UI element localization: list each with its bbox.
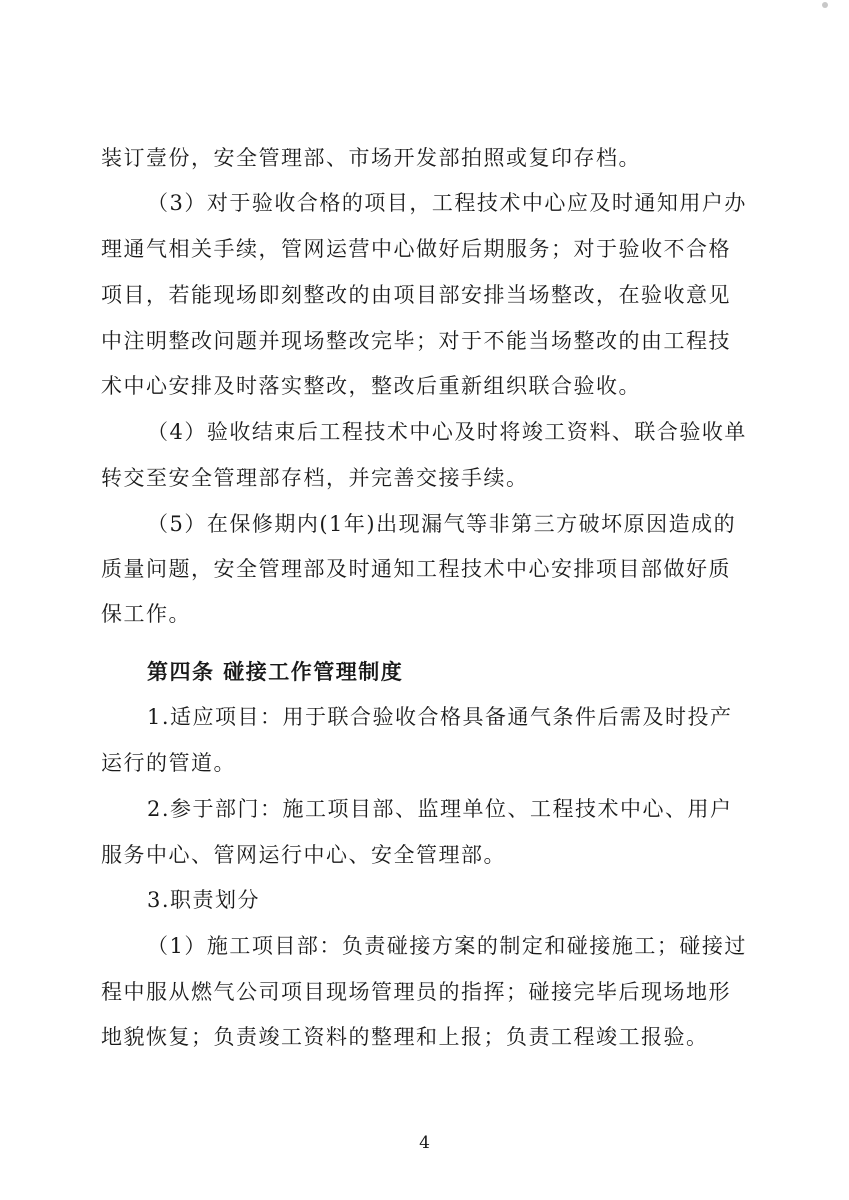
body-line-5: 中注明整改问题并现场整改完毕；对于不能当场整改的由工程技 xyxy=(101,329,731,353)
body-line-11: 保工作。 xyxy=(101,602,191,626)
body-line-9: （5）在保修期内(1年)出现漏气等非第三方破坏原因造成的 xyxy=(147,512,737,536)
body-line-8: 转交至安全管理部存档，并完善交接手续。 xyxy=(101,466,529,490)
body-line-6: 术中心安排及时落实整改，整改后重新组织联合验收。 xyxy=(101,374,641,398)
body-line-18: （1）施工项目部：负责碰接方案的制定和碰接施工；碰接过 xyxy=(147,934,747,958)
scan-speck xyxy=(822,2,828,8)
body-line-15: 2.参于部门：施工项目部、监理单位、工程技术中心、用户 xyxy=(147,797,733,821)
page-number: 4 xyxy=(419,1133,430,1153)
section-heading-article-4: 第四条 碰接工作管理制度 xyxy=(147,659,404,684)
body-line-20: 地貌恢复；负责竣工资料的整理和上报；负责工程竣工报验。 xyxy=(101,1025,709,1049)
body-line-10: 质量问题，安全管理部及时通知工程技术中心安排项目部做好质 xyxy=(101,557,731,581)
body-line-7: （4）验收结束后工程技术中心及时将竣工资料、联合验收单 xyxy=(147,420,747,444)
body-line-1: 装订壹份，安全管理部、市场开发部拍照或复印存档。 xyxy=(101,146,641,170)
body-line-19: 程中服从燃气公司项目现场管理员的指挥；碰接完毕后现场地形 xyxy=(101,980,731,1004)
body-line-3: 理通气相关手续，管网运营中心做好后期服务；对于验收不合格 xyxy=(101,237,731,261)
body-line-13: 1.适应项目：用于联合验收合格具备通气条件后需及时投产 xyxy=(147,705,733,729)
body-line-16: 服务中心、管网运行中心、安全管理部。 xyxy=(101,843,506,867)
body-line-17: 3.职责划分 xyxy=(147,888,261,912)
body-line-14: 运行的管道。 xyxy=(101,751,236,775)
body-line-4: 项目，若能现场即刻整改的由项目部安排当场整改，在验收意见 xyxy=(101,283,731,307)
body-line-2: （3）对于验收合格的项目，工程技术中心应及时通知用户办 xyxy=(147,191,747,215)
